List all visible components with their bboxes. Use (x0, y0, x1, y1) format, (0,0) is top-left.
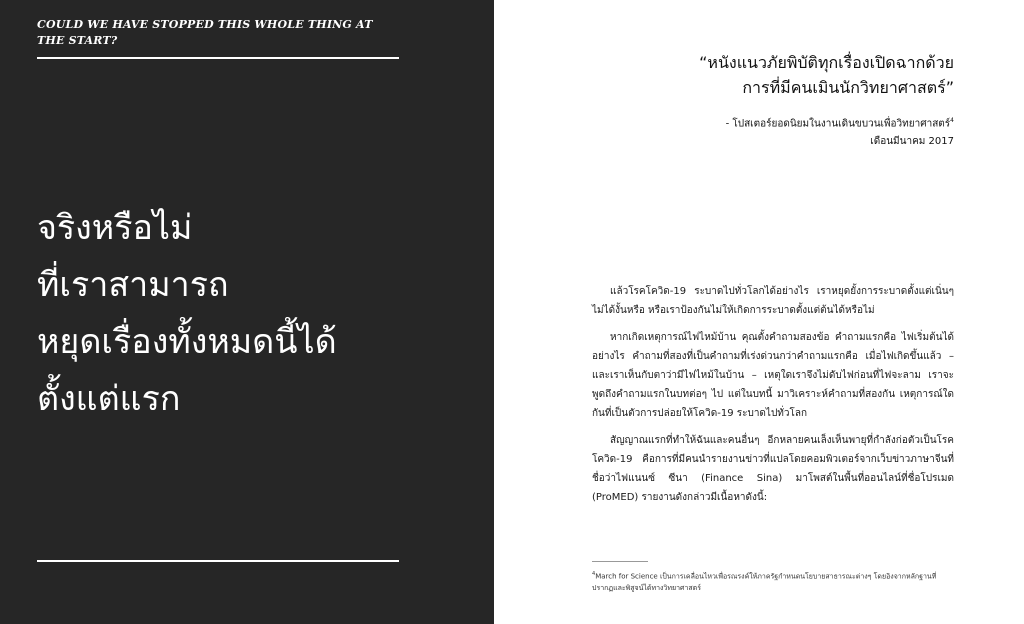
chapter-title-line: จริงหรือไม่ (37, 208, 193, 248)
footnote-number: 4 (592, 571, 596, 577)
footnote-text: March for Science เป็นการเคลื่อนไหวเพื่อรณรงค์ให้ภาครัฐกำหนดนโยบายสาธารณะต่างๆ โดยอิงจากหลักฐานที่ปรากฏและพิสูจน์ได้ทางวิทยาศาสตร์ (592, 572, 937, 593)
right-page (494, 0, 1024, 624)
left-page (0, 0, 494, 624)
chapter-title-line: ตั้งแต่แรก (37, 379, 181, 419)
attribution-text: - โปสเตอร์ยอดนิยมในงานเดินขบวนเพื่อวิทยาศาสตร์ (725, 118, 951, 130)
paragraph: แล้วโรคโควิด-19 ระบาดไปทั่วโลกได้อย่างไร เราหยุดยั้งการระบาดตั้งแต่เนิ่นๆ ไม่ได้งั้นหรือ หรือเราป้องกันไม่ให้เกิดการระบาดตั้งแต่ต้นได้หรือไม่ (592, 286, 954, 316)
attribution-date: เดือนมีนาคม 2017 (870, 136, 954, 148)
paragraph: หากเกิดเหตุการณ์ไฟไหม้บ้าน คุณตั้งคำถามสองข้อ คำถามแรกคือ ไฟเริ่มต้นได้อย่างไร คำถามที่สองที่เป็นคำถามที่เร่งด่วนกว่าคำถามแรกคือ เมื่อไฟเกิดขึ้นแล้ว – และเราเห็นกับตาว่ามีไฟไหม้ในบ้าน – เหตุใดเราจึงไม่ดับไฟก่อนที่ไฟจะลาม เราจะพูดถึงคำถามแรกในบทต่อๆ ไป แต่ในบทนี้ มาวิเคราะห์คำถามที่สองกัน เหตุการณ์ใดกันที่เป็นตัวการปล่อยให้โควิด-19 ระบาดไปทั่วโลก (592, 332, 954, 419)
epigraph-line: การที่มีคนเมินนักวิทยาศาสตร์” (742, 78, 954, 97)
chapter-title (37, 200, 477, 428)
body-text (592, 282, 954, 515)
paragraph: สัญญาณแรกที่ทำให้ฉันและคนอื่นๆ อีกหลายคนเล็งเห็นพายุที่กำลังก่อตัวเป็นโรคโควิด-19 คือการที่มีคนนำรายงานข่าวที่แปลโดยคอมพิวเตอร์จากเว็บข่าวภาษาจีนที่ชื่อว่าไฟแนนซ์ ซีนา (Finance Sina) มาโพสต์ในพื้นที่ออนไลน์ที่ชื่อโปรเมด (ProMED) รายงานดังกล่าวมีเนื้อหาดังนี้: (592, 435, 954, 503)
epigraph-quote (534, 50, 954, 100)
english-kicker: COULD WE HAVE STOPPED THIS WHOLE THING AT THE START? (37, 18, 373, 47)
footnote-divider (592, 561, 648, 562)
epigraph-attribution (534, 112, 954, 151)
chapter-title-line: ที่เราสามารถ (37, 265, 229, 305)
epigraph-line: “หนังแนวภัยพิบัติทุกเรื่องเปิดฉากด้วย (699, 53, 954, 72)
top-divider (37, 57, 399, 59)
chapter-title-line: หยุดเรื่องทั้งหมดนี้ได้ (37, 322, 337, 362)
attribution-line (534, 112, 954, 133)
footnote (592, 568, 954, 594)
footnote-marker: 4 (950, 117, 954, 124)
bottom-divider (37, 560, 399, 562)
